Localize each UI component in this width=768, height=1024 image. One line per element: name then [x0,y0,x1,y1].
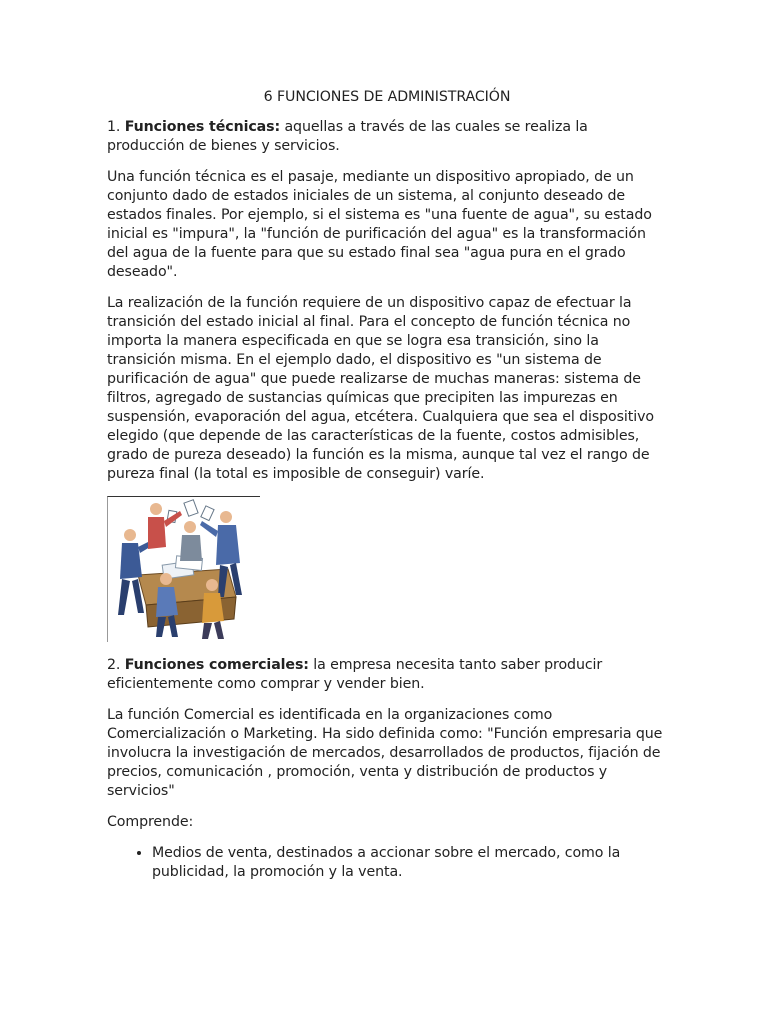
section2-paragraph: La función Comercial es identificada en la organizaciones como Comercialización o Marketing. Ha sido definida como: "Función empresaria que involucra la investigación de mercados, desarrollados de productos, fijación de precios, comunicación , promoción, venta y distribución de productos y servicios" [107,707,663,799]
section2-lead [107,656,667,694]
document-page [107,88,667,882]
section1-paragraph: La realización de la función requiere de un dispositivo capaz de efectuar la transición del estado inicial al final. Para el concepto de función técnica no importa la manera especificada en que se logra esa transición, sino la transición misma. En el ejemplo dado, el dispositivo es "un sistema de purificación de agua" que puede realizarse de muchas maneras: sistema de filtros, agregado de sustancias químicas que precipiten las impurezas en suspensión, evaporación del agua, etcétera. Cualquiera que sea el dispositivo elegido (que depende de las características de la fuente, costos admisibles, grado de pureza deseado) la función es la misma, aunque tal vez el rango de pureza final (la total es imposible de conseguir) varíe. [107,295,654,482]
section2-intro: la empresa necesita tanto saber producir eficientemente como comprar y vender bien. [107,657,603,692]
office-workers-clipart [108,497,260,642]
section2-number: 2. [107,657,125,673]
list-item: • Medios de venta, destinados a accionar sobre el mercado, como la publicidad, la promoción y la venta. [152,844,667,882]
section1-paragraph: Una función técnica es el pasaje, mediante un dispositivo apropiado, de un conjunto dado de estados iniciales de un sistema, al conjunto deseado de estados finales. Por ejemplo, si el sistema es "una fuente de agua", su estado inicial es "impura", la "función de purificación del agua" es la transformación del agua de la fuente para que su estado final sea "agua pura en el grado deseado". [107,169,652,280]
section2-bullet-list [107,844,667,882]
section1-lead [107,118,667,156]
section2-paragraph: Comprende: [107,814,194,830]
section1-number: 1. [107,119,125,135]
office-workers-illustration [107,496,260,642]
section2-heading: Funciones comerciales: [124,657,309,673]
section1-heading: Funciones técnicas: [124,119,281,135]
document-title: 6 FUNCIONES DE ADMINISTRACIÓN [263,89,511,105]
section1-intro: aquellas a través de las cuales se realiza la producción de bienes y servicios. [107,119,588,154]
